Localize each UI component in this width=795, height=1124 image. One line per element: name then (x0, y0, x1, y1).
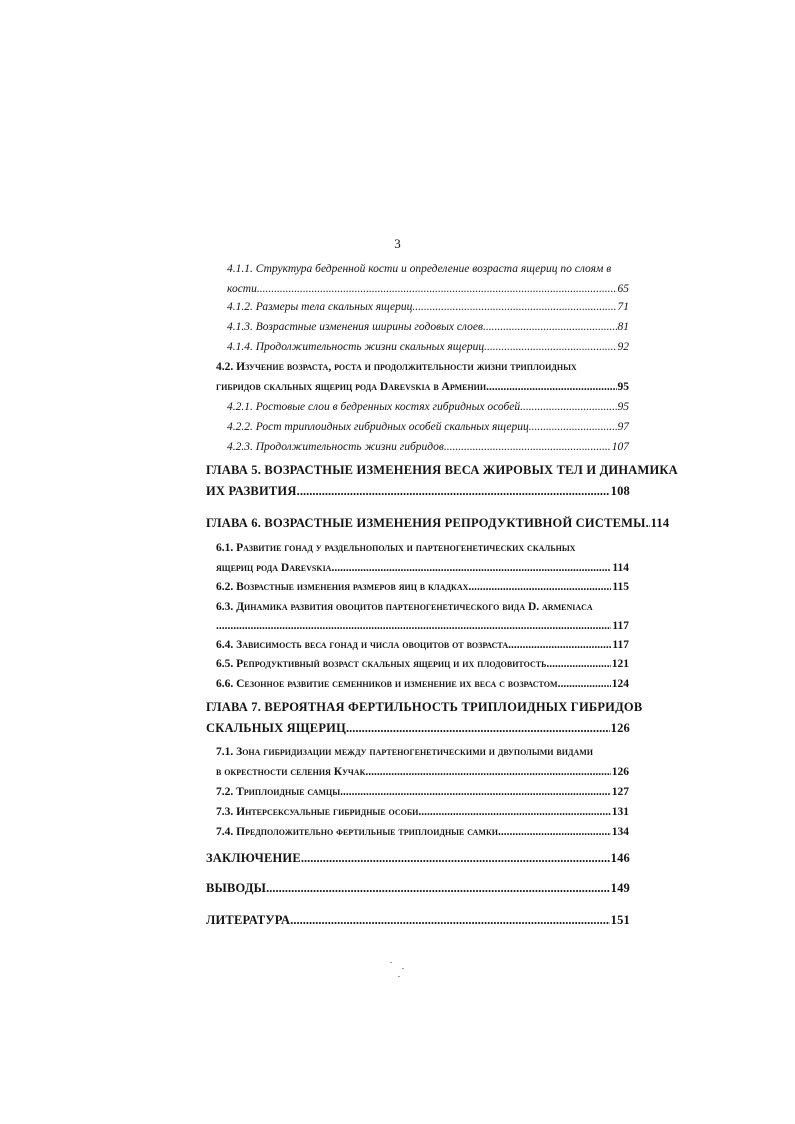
toc-page-number: 131 (611, 806, 629, 818)
toc-chapter-5[interactable] (206, 483, 630, 499)
toc-entry-6-3-title: 6.3. Динамика развития овоцитов партеногенетического вида D. armeniaca (216, 601, 593, 613)
toc-page-number: 107 (611, 441, 629, 453)
toc-entry-6-2[interactable] (216, 580, 629, 594)
toc-page-number: 114 (650, 516, 670, 530)
toc-page-number: 95 (617, 381, 629, 393)
toc-entry-title: 7.2. Триплоидные самцы. (216, 786, 343, 798)
toc-page-number: 97 (617, 421, 629, 433)
leader-dots (331, 561, 611, 575)
toc-entry-title-cont: СКАЛЬНЫХ ЯЩЕРИЦ (206, 721, 347, 735)
leader-dots (343, 785, 611, 799)
toc-entry-7-1[interactable] (216, 765, 629, 779)
leader-dots (508, 638, 611, 652)
toc-entry-title: 6.6. Сезонное развитие семенников и изменение их веса с возрастом (216, 678, 558, 690)
leader-dots (301, 850, 610, 866)
leader-dots (447, 440, 611, 454)
toc-entry-title-cont: ИХ РАЗВИТИЯ. (206, 484, 300, 498)
toc-entry-title: 4.2.2. Рост триплоидных гибридных особей скальных ящериц (227, 421, 529, 433)
scan-speck (398, 976, 400, 977)
toc-entry-title-cont: гибридов скальных ящериц рода Darevskia в Армении. (216, 381, 490, 393)
toc-entry-title: ЗАКЛЮЧЕНИЕ (206, 851, 301, 865)
leader-dots (266, 880, 610, 896)
toc-entry-4-2[interactable] (216, 380, 629, 394)
toc-page-number: 146 (610, 851, 630, 865)
toc-chapter-7-title: ГЛАВА 7. ВЕРОЯТНАЯ ФЕРТИЛЬНОСТЬ ТРИПЛОИДНЫХ ГИБРИДОВ (206, 700, 643, 714)
leader-dots (300, 483, 610, 499)
toc-page-number: 117 (612, 620, 629, 632)
toc-entry-4-1-4[interactable] (227, 340, 629, 354)
leader-dots (418, 805, 610, 819)
leader-dots (346, 720, 610, 736)
toc-entry-title: 4.2.3. Продолжительность жизни гибридов. (227, 441, 447, 453)
toc-findings[interactable] (206, 880, 630, 896)
leader-dots (558, 677, 611, 691)
toc-page-number: 149 (610, 881, 630, 895)
toc-entry-title: ВЫВОДЫ (206, 881, 267, 895)
page-number: 3 (394, 236, 401, 251)
toc-entry-title-cont: ящериц рода Darevskia (216, 562, 332, 574)
toc-entry-7-2[interactable] (216, 785, 629, 799)
toc-page-number: 95 (617, 401, 629, 413)
toc-page-number: 151 (610, 913, 630, 927)
leader-dots (368, 765, 610, 779)
toc-entry-6-5[interactable] (216, 657, 629, 671)
toc-page-number: 65 (617, 283, 629, 295)
toc-entry-6-1-title: 6.1. Развитие гонад у раздельнополых и партеногенетических скальных (216, 542, 576, 554)
leader-dots (471, 580, 611, 594)
scan-speck (402, 968, 404, 969)
toc-entry-4-2-1[interactable] (227, 400, 629, 414)
leader-dots (523, 400, 616, 414)
toc-entry-6-1[interactable] (216, 561, 629, 575)
toc-page-number: 92 (617, 341, 629, 353)
toc-entry-title: 6.2. Возрастные изменения размеров яиц в кладках. (216, 581, 472, 593)
toc-entry-4-1-3[interactable] (227, 320, 629, 334)
toc-entry-7-1-title: 7.1. Зона гибридизации между партеногенетическими и двуполыми видами (216, 746, 594, 758)
leader-dots (498, 825, 611, 839)
toc-entry-title-cont: в окрестности селения Кучак. (216, 766, 369, 778)
toc-page-number: 108 (610, 484, 630, 498)
toc-page-number: 126 (610, 721, 630, 735)
toc-page-number: 81 (617, 321, 629, 333)
toc-entry-7-4[interactable] (216, 825, 629, 839)
toc-entry-title: 6.4. Зависимость веса гонад и числа овоцитов от возраста (216, 639, 509, 651)
toc-entry-title: 7.4. Предположительно фертильные триплоидные самки (216, 826, 498, 838)
toc-chapter-6[interactable] (206, 515, 670, 531)
toc-page-number: 124 (611, 678, 629, 690)
toc-entry-4-2-title: 4.2. Изучение возраста, роста и продолжительности жизни триплоидных (216, 361, 577, 373)
toc-entry-title: 6.5. Репродуктивный возраст скальных ящериц и их плодовитость (216, 658, 547, 670)
toc-entry-4-1-1-title: 4.1.1. Структура бедренной кости и определение возраста ящериц по слоям в (227, 263, 612, 275)
toc-page-number: 121 (611, 658, 629, 670)
toc-entry-4-1-2[interactable] (227, 300, 629, 314)
toc-page-number: 115 (612, 581, 629, 593)
toc-entry-4-1-1[interactable] (227, 282, 629, 296)
toc-entry-6-4[interactable] (216, 638, 629, 652)
leader-dots (489, 380, 616, 394)
leader-dots (260, 282, 617, 296)
leader-dots (290, 912, 609, 928)
leader-dots (483, 320, 617, 334)
toc-page-number: 127 (611, 786, 629, 798)
toc-page-number: 71 (617, 301, 629, 313)
leader-dots (546, 657, 610, 671)
toc-entry-title: ГЛАВА 6. ВОЗРАСТНЫЕ ИЗМЕНЕНИЯ РЕПРОДУКТИВНОЙ СИСТЕМЫ (206, 516, 646, 530)
toc-entry-title: ЛИТЕРАТУРА (206, 913, 291, 927)
toc-entry-4-2-2[interactable] (227, 420, 629, 434)
scan-speck (390, 962, 392, 963)
toc-conclusion[interactable] (206, 850, 630, 866)
toc-entry-6-3[interactable] (216, 619, 629, 633)
toc-page-number: 114 (612, 562, 629, 574)
leader-dots (484, 340, 616, 354)
toc-entry-title: 4.2.1. Ростовые слои в бедренных костях гибридных особей. (227, 401, 524, 413)
toc-entry-4-2-3[interactable] (227, 440, 629, 454)
leader-dots (412, 300, 616, 314)
toc-chapter-7[interactable] (206, 720, 630, 736)
toc-literature[interactable] (206, 912, 630, 928)
toc-entry-7-3[interactable] (216, 805, 629, 819)
leader-dots (216, 619, 611, 633)
toc-entry-title-cont: кости. (227, 283, 260, 295)
toc-entry-6-6[interactable] (216, 677, 629, 691)
toc-page-number: 126 (611, 766, 629, 778)
toc-entry-title: 4.1.2. Размеры тела скальных ящериц (227, 301, 413, 313)
toc-entry-title: 4.1.3. Возрастные изменения ширины годовых слоев (227, 321, 483, 333)
toc-page-number: 134 (611, 826, 629, 838)
toc-page-number: 117 (612, 639, 629, 651)
toc-entry-title: 4.1.4. Продолжительность жизни скальных ящериц (227, 341, 485, 353)
toc-entry-title: 7.3. Интерсексуальные гибридные особи (216, 806, 419, 818)
toc-chapter-5-title: ГЛАВА 5. ВОЗРАСТНЫЕ ИЗМЕНЕНИЯ ВЕСА ЖИРОВЫХ ТЕЛ И ДИНАМИКА (206, 463, 678, 477)
leader-dots (529, 420, 617, 434)
